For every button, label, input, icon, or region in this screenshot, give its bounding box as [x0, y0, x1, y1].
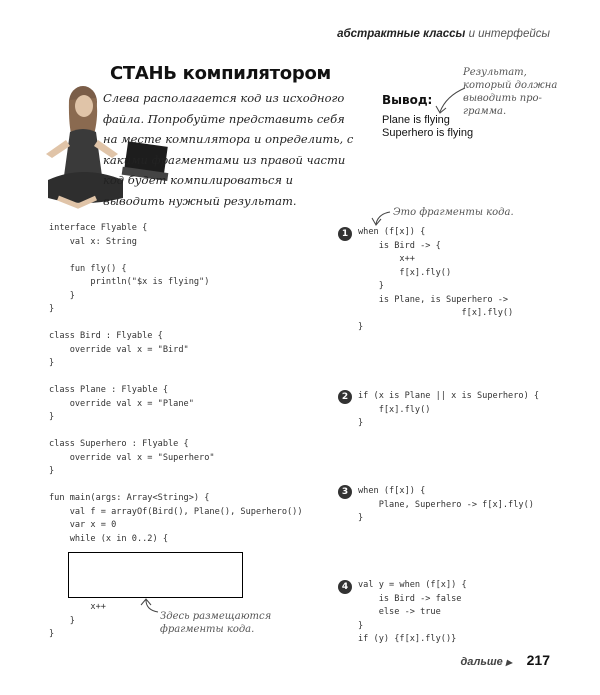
output-line-1: Plane is flying [382, 114, 450, 126]
fragment-2-code: if (x is Plane || x is Superhero) { f[x].fly() } [358, 391, 540, 428]
fragment-1-number: 1 [338, 227, 352, 241]
header-rest: и интерфейсы [468, 28, 550, 40]
output-line-2: Superhero is flying [382, 127, 474, 139]
page-number: 217 [526, 652, 550, 668]
result-note: Результат, который должна выводить про- грамма. [463, 67, 558, 117]
source-code-tail: x++ } } [49, 602, 106, 639]
fragment-3-number: 3 [338, 485, 352, 499]
next-arrow-icon: ▶ [505, 658, 512, 667]
header-main: абстрактные классы [337, 28, 466, 40]
output-title: Вывод: [382, 93, 433, 107]
placeholder-note: Здесь размещаются фрагменты кода. [160, 611, 272, 635]
code-placeholder-box [68, 552, 243, 598]
source-code: interface Flyable { val x: String fun fly() { println("$x is flying") } } class Bird : Flyable { override val x = "Bird" } class Plane : Flyable { override val x = "Plane" } class Superhero : Flyable { override val x = "Superhero" } fun main(args: Array<String>) { val f = arrayOf(Bird(), Plane(), Superhero()) var x = 0 while (x in 0..2) { [49, 223, 303, 544]
next-label: дальше [460, 656, 503, 668]
fragment-1-code: when (f[x]) { is Bird -> { x++ f[x].fly() } is Plane, is Superhero -> f[x].fly() } [358, 227, 514, 332]
fragments-note: Это фрагменты кода. [393, 207, 514, 218]
fragment-4-code: val y = when (f[x]) { is Bird -> false else -> true } if (y) {f[x].fly()} [358, 580, 467, 644]
intro-text: Слева располагается код из исходного файла. Попробуйте представить себя на месте компилятора и определить, с какими фрагментами из правой части код будет компилироваться и выводить нужный результат. [103, 91, 354, 208]
next-link[interactable] [460, 656, 512, 668]
section-title: СТАНЬ компилятором [110, 63, 331, 84]
fragment-4-number: 4 [338, 580, 352, 594]
fragment-3-code: when (f[x]) { Plane, Superhero -> f[x].fly() } [358, 486, 534, 523]
fragment-2-number: 2 [338, 390, 352, 404]
